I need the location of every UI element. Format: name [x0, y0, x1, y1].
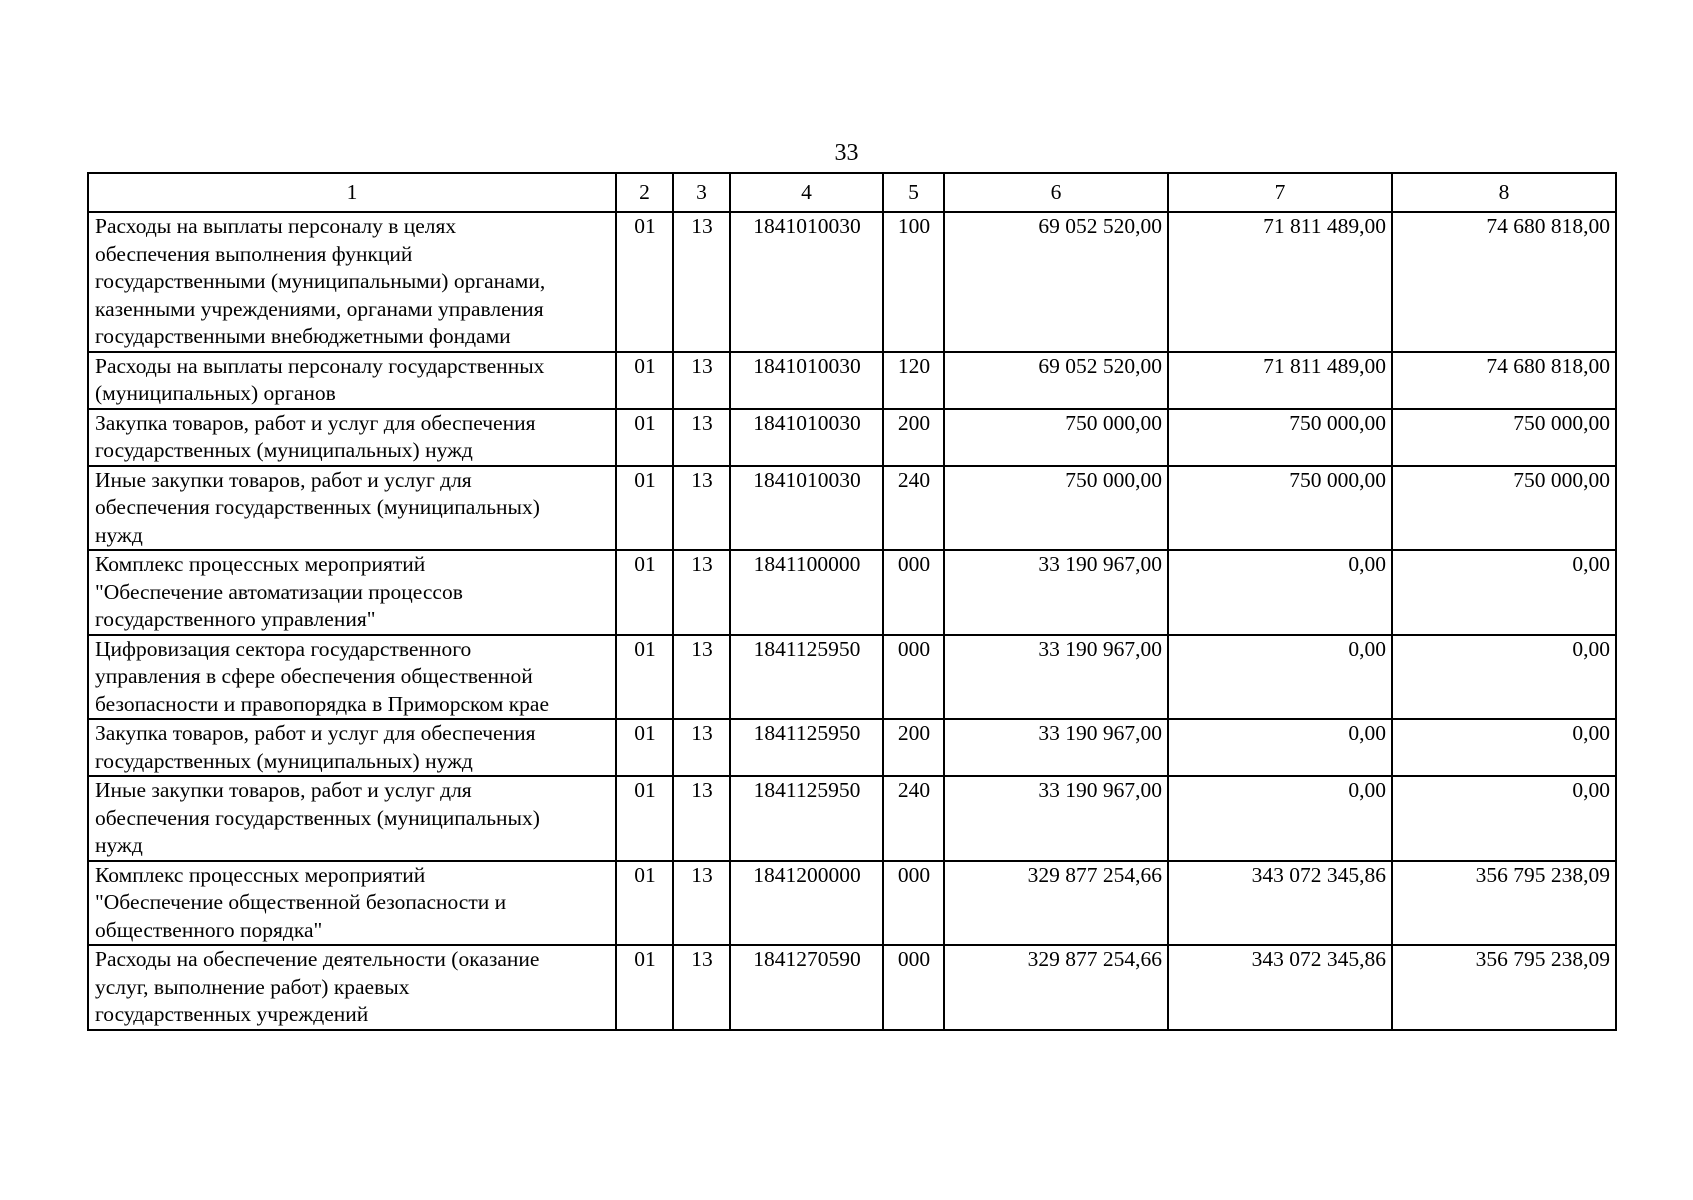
amount-col-8: 0,00 [1392, 635, 1616, 720]
subsection-code: 13 [673, 212, 730, 352]
amount-col-7: 343 072 345,86 [1168, 861, 1392, 946]
table-row [88, 212, 1616, 352]
header-col-6: 6 [944, 173, 1168, 212]
amount-col-8: 74 680 818,00 [1392, 352, 1616, 409]
section-code: 01 [616, 352, 673, 409]
section-code: 01 [616, 212, 673, 352]
amount-col-8: 0,00 [1392, 776, 1616, 861]
target-article-code: 1841200000 [730, 861, 883, 946]
amount-col-8: 356 795 238,09 [1392, 945, 1616, 1030]
expense-type-code: 000 [883, 861, 944, 946]
subsection-code: 13 [673, 719, 730, 776]
section-code: 01 [616, 466, 673, 551]
budget-table [87, 172, 1617, 1031]
subsection-code: 13 [673, 861, 730, 946]
amount-col-7: 750 000,00 [1168, 466, 1392, 551]
subsection-code: 13 [673, 635, 730, 720]
amount-col-7: 71 811 489,00 [1168, 352, 1392, 409]
expense-type-code: 100 [883, 212, 944, 352]
amount-col-7: 0,00 [1168, 550, 1392, 635]
header-col-5: 5 [883, 173, 944, 212]
table-row [88, 352, 1616, 409]
target-article-code: 1841010030 [730, 352, 883, 409]
section-code: 01 [616, 719, 673, 776]
expense-type-code: 000 [883, 635, 944, 720]
amount-col-8: 74 680 818,00 [1392, 212, 1616, 352]
expense-type-code: 000 [883, 550, 944, 635]
expense-type-code: 240 [883, 776, 944, 861]
section-code: 01 [616, 776, 673, 861]
header-row [88, 173, 1616, 212]
target-article-code: 1841010030 [730, 466, 883, 551]
subsection-code: 13 [673, 550, 730, 635]
subsection-code: 13 [673, 352, 730, 409]
target-article-code: 1841010030 [730, 212, 883, 352]
table-row [88, 466, 1616, 551]
expense-type-code: 120 [883, 352, 944, 409]
header-col-2: 2 [616, 173, 673, 212]
section-code: 01 [616, 409, 673, 466]
section-code: 01 [616, 635, 673, 720]
target-article-code: 1841010030 [730, 409, 883, 466]
expense-name: Цифровизация сектора государственного управления в сфере обеспечения общественной безопасности и правопорядка в Приморском крае [88, 635, 616, 720]
table-row [88, 550, 1616, 635]
table-row [88, 776, 1616, 861]
expense-name: Закупка товаров, работ и услуг для обеспечения государственных (муниципальных) нужд [88, 719, 616, 776]
subsection-code: 13 [673, 945, 730, 1030]
amount-col-8: 0,00 [1392, 719, 1616, 776]
expense-type-code: 200 [883, 719, 944, 776]
section-code: 01 [616, 861, 673, 946]
amount-col-8: 356 795 238,09 [1392, 861, 1616, 946]
header-col-8: 8 [1392, 173, 1616, 212]
expense-name: Иные закупки товаров, работ и услуг для обеспечения государственных (муниципальных) нужд [88, 776, 616, 861]
header-col-7: 7 [1168, 173, 1392, 212]
amount-col-7: 0,00 [1168, 635, 1392, 720]
amount-col-6: 33 190 967,00 [944, 550, 1168, 635]
amount-col-7: 750 000,00 [1168, 409, 1392, 466]
expense-type-code: 240 [883, 466, 944, 551]
target-article-code: 1841125950 [730, 635, 883, 720]
amount-col-8: 0,00 [1392, 550, 1616, 635]
amount-col-6: 329 877 254,66 [944, 945, 1168, 1030]
amount-col-6: 69 052 520,00 [944, 352, 1168, 409]
expense-name: Комплекс процессных мероприятий "Обеспечение автоматизации процессов государственного управления" [88, 550, 616, 635]
header-col-4: 4 [730, 173, 883, 212]
subsection-code: 13 [673, 466, 730, 551]
expense-name: Иные закупки товаров, работ и услуг для обеспечения государственных (муниципальных) нужд [88, 466, 616, 551]
amount-col-7: 71 811 489,00 [1168, 212, 1392, 352]
expense-name: Комплекс процессных мероприятий "Обеспечение общественной безопасности и общественного порядка" [88, 861, 616, 946]
expense-name: Расходы на выплаты персоналу государственных (муниципальных) органов [88, 352, 616, 409]
target-article-code: 1841270590 [730, 945, 883, 1030]
table-row [88, 861, 1616, 946]
target-article-code: 1841125950 [730, 719, 883, 776]
subsection-code: 13 [673, 776, 730, 861]
table-row [88, 635, 1616, 720]
amount-col-7: 343 072 345,86 [1168, 945, 1392, 1030]
amount-col-6: 69 052 520,00 [944, 212, 1168, 352]
amount-col-6: 750 000,00 [944, 466, 1168, 551]
amount-col-8: 750 000,00 [1392, 409, 1616, 466]
subsection-code: 13 [673, 409, 730, 466]
table-row [88, 409, 1616, 466]
target-article-code: 1841100000 [730, 550, 883, 635]
amount-col-6: 329 877 254,66 [944, 861, 1168, 946]
amount-col-8: 750 000,00 [1392, 466, 1616, 551]
expense-name: Расходы на выплаты персоналу в целях обеспечения выполнения функций государственными (муниципальными) органами, казенными учреждениями, органами управления государственными внебюджетными фондами [88, 212, 616, 352]
target-article-code: 1841125950 [730, 776, 883, 861]
table-row [88, 945, 1616, 1030]
table-row [88, 719, 1616, 776]
expense-name: Закупка товаров, работ и услуг для обеспечения государственных (муниципальных) нужд [88, 409, 616, 466]
amount-col-6: 33 190 967,00 [944, 719, 1168, 776]
header-col-1: 1 [88, 173, 616, 212]
section-code: 01 [616, 945, 673, 1030]
amount-col-6: 750 000,00 [944, 409, 1168, 466]
expense-name: Расходы на обеспечение деятельности (оказание услуг, выполнение работ) краевых государственных учреждений [88, 945, 616, 1030]
amount-col-6: 33 190 967,00 [944, 635, 1168, 720]
expense-type-code: 000 [883, 945, 944, 1030]
amount-col-7: 0,00 [1168, 776, 1392, 861]
amount-col-7: 0,00 [1168, 719, 1392, 776]
section-code: 01 [616, 550, 673, 635]
page-number: 33 [834, 140, 859, 166]
header-col-3: 3 [673, 173, 730, 212]
expense-type-code: 200 [883, 409, 944, 466]
amount-col-6: 33 190 967,00 [944, 776, 1168, 861]
